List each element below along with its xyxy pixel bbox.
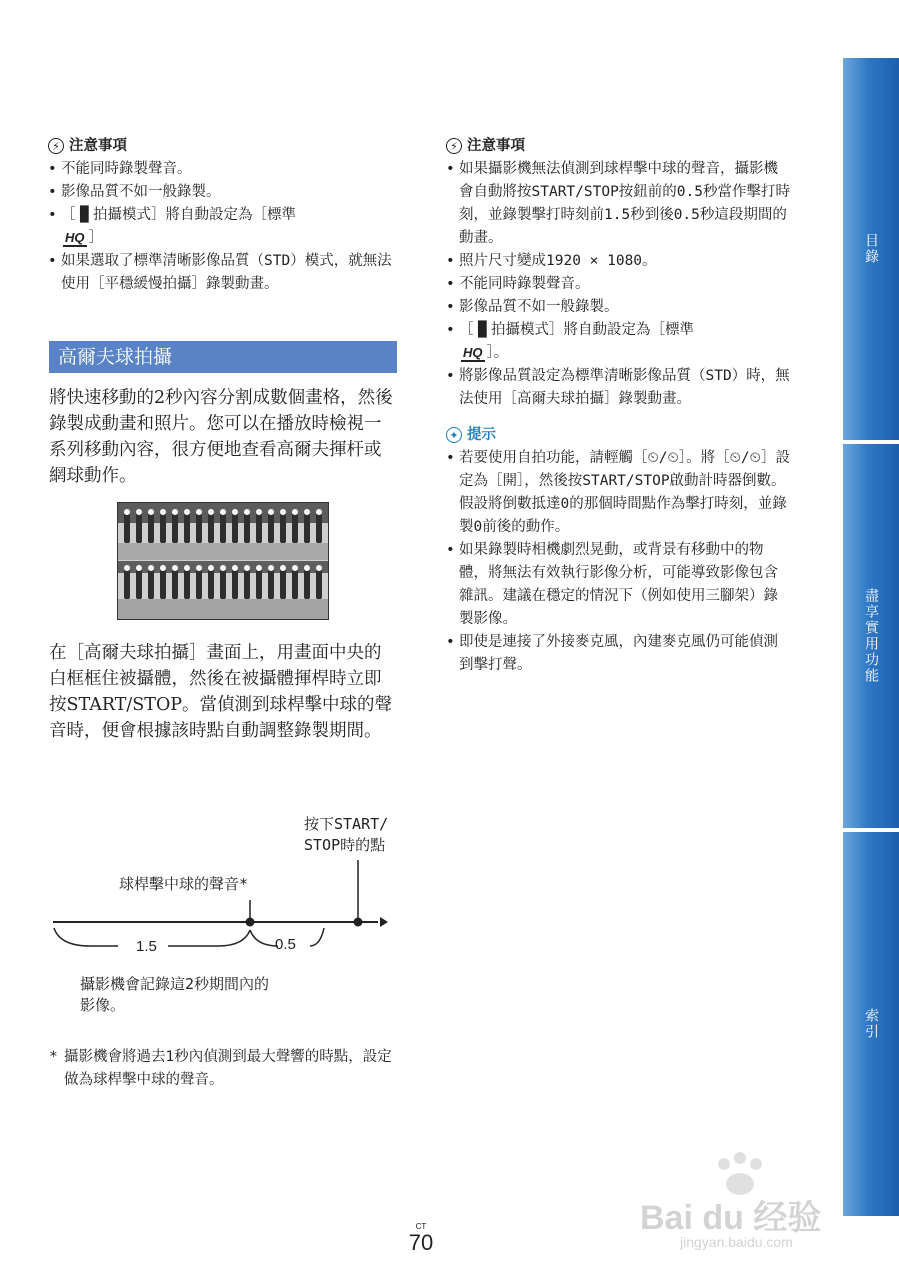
hq-icon: HQ <box>65 230 85 245</box>
intro-paragraph: 將快速移動的2秒內容分割成數個畫格，然後錄製成動畫和照片。您可以在播放時檢視一系列移動內容，很方便地查看高爾夫揮杆或網球動作。 <box>49 388 393 486</box>
caution-list <box>48 158 398 296</box>
page-number <box>396 1222 446 1255</box>
tips-heading <box>446 425 791 445</box>
caution-heading-text: 注意事項 <box>467 138 525 154</box>
left-column <box>48 136 398 296</box>
side-tab-contents[interactable] <box>843 58 899 440</box>
caution-item: • 將影像品質設定為標準清晰影像品質（STD）時，無法使用［高爾夫球拍攝］錄製動畫。 <box>446 365 791 411</box>
impact-point <box>246 918 255 927</box>
side-tab-features[interactable] <box>843 444 899 828</box>
caution-item: • 影像品質不如一般錄製。 <box>446 296 791 319</box>
caution-icon: ⚡ <box>446 138 462 154</box>
caution-list <box>446 158 791 411</box>
caution-item: • 不能同時錄製聲音。 <box>48 158 398 181</box>
caution-item <box>48 204 398 250</box>
footnote-mark: * <box>49 1049 58 1065</box>
golf-swing-sequence-image <box>118 503 328 619</box>
after-seconds-label: 0.5 <box>275 936 296 953</box>
golf-swing-photo <box>117 502 329 620</box>
recording-timeline-diagram <box>40 810 410 1030</box>
watermark <box>640 1150 860 1260</box>
tip-item: • 若要使用自拍功能，請輕觸［⏲/⏲］。將［⏲/⏲］設定為［開］，然後按START/STOP啟動計時器倒數。假設將倒數抵達0的那個時間點作為擊打時刻，並錄製0前後的動作。 <box>446 447 791 539</box>
right-column <box>446 136 791 677</box>
usage-paragraph: 在［高爾夫球拍攝］畫面上，用畫面中央的白框框住被攝體，然後在被攝體揮桿時立即按START/STOP。當偵測到球桿擊中球的聲音時，便會根據該時點自動調整錄製期間。 <box>49 643 393 741</box>
section-title: 高爾夫球拍攝 <box>49 341 397 373</box>
caution-heading <box>48 136 398 156</box>
footnote-text: 攝影機會將過去1秒內偵測到最大聲響的時點，設定做為球桿擊中球的聲音。 <box>64 1049 392 1088</box>
caution-heading <box>446 136 791 156</box>
watermark-url: jingyan.baidu.com <box>680 1234 793 1250</box>
tips-heading-text: 提示 <box>467 427 496 443</box>
recording-caption: 攝影機會記錄這2秒期間內的 影像。 <box>80 975 270 1014</box>
page-locale-code: CT <box>415 1222 427 1231</box>
caution-item-text: ［▐▌拍攝模式］將自動設定為［標準 <box>459 322 694 338</box>
caution-item <box>446 319 791 365</box>
caution-item: • 影像品質不如一般錄製。 <box>48 181 398 204</box>
impact-sound-label: 球桿擊中球的聲音* <box>119 875 249 893</box>
press-point-label: 按下START/ STOP時的點 <box>304 815 389 854</box>
tips-list <box>446 447 791 677</box>
side-tab-label: 盡享實用功能 <box>863 588 879 684</box>
caution-item: • 如果攝影機無法偵測到球桿擊中球的聲音，攝影機會自動將按START/STOP按鈕前的0.5秒當作擊打時刻，並錄製擊打時刻前1.5秒到後0.5秒這段期間的動畫。 <box>446 158 791 250</box>
tip-item: • 如果錄製時相機劇烈晃動，或背景有移動中的物體，將無法有效執行影像分析，可能導致影像包含雜訊。建議在穩定的情況下（例如使用三腳架）錄製影像。 <box>446 539 791 631</box>
caution-item: • 照片尺寸變成1920 × 1080。 <box>446 250 791 273</box>
footnote <box>49 1046 394 1092</box>
side-tab-label: 目錄 <box>863 233 879 265</box>
press-point <box>354 918 363 927</box>
caution-item: • 如果選取了標準清晰影像品質（STD）模式，就無法使用［平穩緩慢拍攝］錄製動畫。 <box>48 250 398 296</box>
caution-heading-text: 注意事項 <box>69 138 127 154</box>
tip-item: • 即使是連接了外接麥克風，內建麥克風仍可能偵測到擊打聲。 <box>446 631 791 677</box>
caution-item-end: ］。 <box>486 345 509 361</box>
caution-item: • 不能同時錄製聲音。 <box>446 273 791 296</box>
side-tab-label: 索引 <box>863 1008 879 1040</box>
hq-icon: HQ <box>463 345 483 360</box>
lightbulb-icon: ✦ <box>446 427 462 443</box>
caution-item-text: ［▐▌拍攝模式］將自動設定為［標準 <box>61 207 296 223</box>
page-number-value: 70 <box>408 1230 434 1255</box>
caution-icon: ⚡ <box>48 138 64 154</box>
caution-item-end: ］ <box>88 230 103 246</box>
before-seconds-label: 1.5 <box>136 938 157 955</box>
watermark-brand: Bai du 经验 <box>640 1199 822 1237</box>
